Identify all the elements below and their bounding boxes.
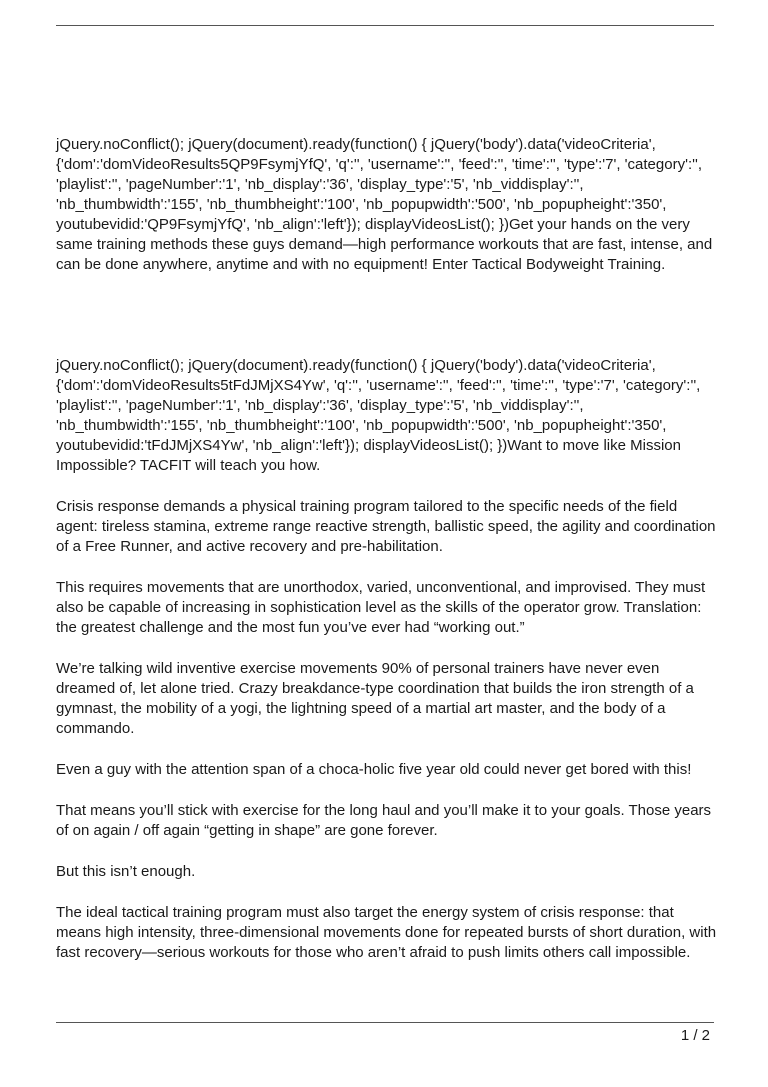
footer-rule xyxy=(56,1022,714,1023)
header-rule xyxy=(56,25,714,26)
paragraph-movements: This requires movements that are unorthodox, varied, unconventional, and improvised. They must also be capable of increasing in sophistication level as the skills of the operator grow. Translation: the greatest challenge and the most fun you’ve ever had “working out.” xyxy=(56,579,706,636)
paragraph-ideal-program: The ideal tactical training program must also target the energy system of crisis response: that means high intensity, three-dimensional movements done for repeated bursts of short duration, with fast recovery—serious workouts for those who aren’t afraid to push limits others call impossible. xyxy=(56,904,717,961)
page-number: 1 / 2 xyxy=(680,1027,710,1044)
paragraph-video-embed-1: jQuery.noConflict(); jQuery(document).ready(function() { jQuery('body').data('videoCriteria', {'dom':'domVideoResults5QP9FsymjYfQ', 'q':'', 'username':'', 'feed':'', 'time':'', 'type':'7', 'category':'', 'playlist':'', 'pageNumber':'1', 'nb_display':'36', 'display_type':'5', 'nb_viddisplay':'', 'nb_thumbwidth':'155', 'nb_thumbheight':'100', 'nb_popupwidth':'500', 'nb_popupheight':'350', youtubevidid:'QP9FsymjYfQ', 'nb_align':'left'}); displayVideosList(); })Get your hands on the very same training methods these guys demand—high performance workouts that are fast, intense, and can be done anywhere, anytime and with no equipment! Enter Tactical Bodyweight Training. xyxy=(56,136,713,273)
paragraph-video-embed-2: jQuery.noConflict(); jQuery(document).ready(function() { jQuery('body').data('videoCriteria', {'dom':'domVideoResults5tFdJMjXS4Yw', 'q':'', 'username':'', 'feed':'', 'time':'', 'type':'7', 'category':'', 'playlist':'', 'pageNumber':'1', 'nb_display':'36', 'display_type':'5', 'nb_viddisplay':'', 'nb_thumbwidth':'155', 'nb_thumbheight':'100', 'nb_popupwidth':'500', 'nb_popupheight':'350', youtubevidid:'tFdJMjXS4Yw', 'nb_align':'left'}); displayVideosList(); })Want to move like Mission Impossible? TACFIT will teach you how. xyxy=(56,357,701,474)
paragraph-wild-movements: We’re talking wild inventive exercise movements 90% of personal trainers have never even dreamed of, let alone tried. Crazy breakdance-type coordination that builds the iron strength of a gymnast, the mobility of a yogi, the lightning speed of a martial art master, and the body of a commando. xyxy=(56,660,694,737)
document-body xyxy=(56,135,720,984)
paragraph-not-enough: But this isn’t enough. xyxy=(56,863,196,880)
paragraph-long-haul: That means you’ll stick with exercise for the long haul and you’ll make it to your goals. Those years of on again / off again “getting in shape” are gone forever. xyxy=(56,802,712,839)
paragraph-attention-span: Even a guy with the attention span of a choca-holic five year old could never get bored with this! xyxy=(56,761,692,778)
paragraph-crisis-response: Crisis response demands a physical training program tailored to the specific needs of the field agent: tireless stamina, extreme range reactive strength, ballistic speed, the agility and coordination of a Free Runner, and active recovery and pre-habilitation. xyxy=(56,498,716,555)
